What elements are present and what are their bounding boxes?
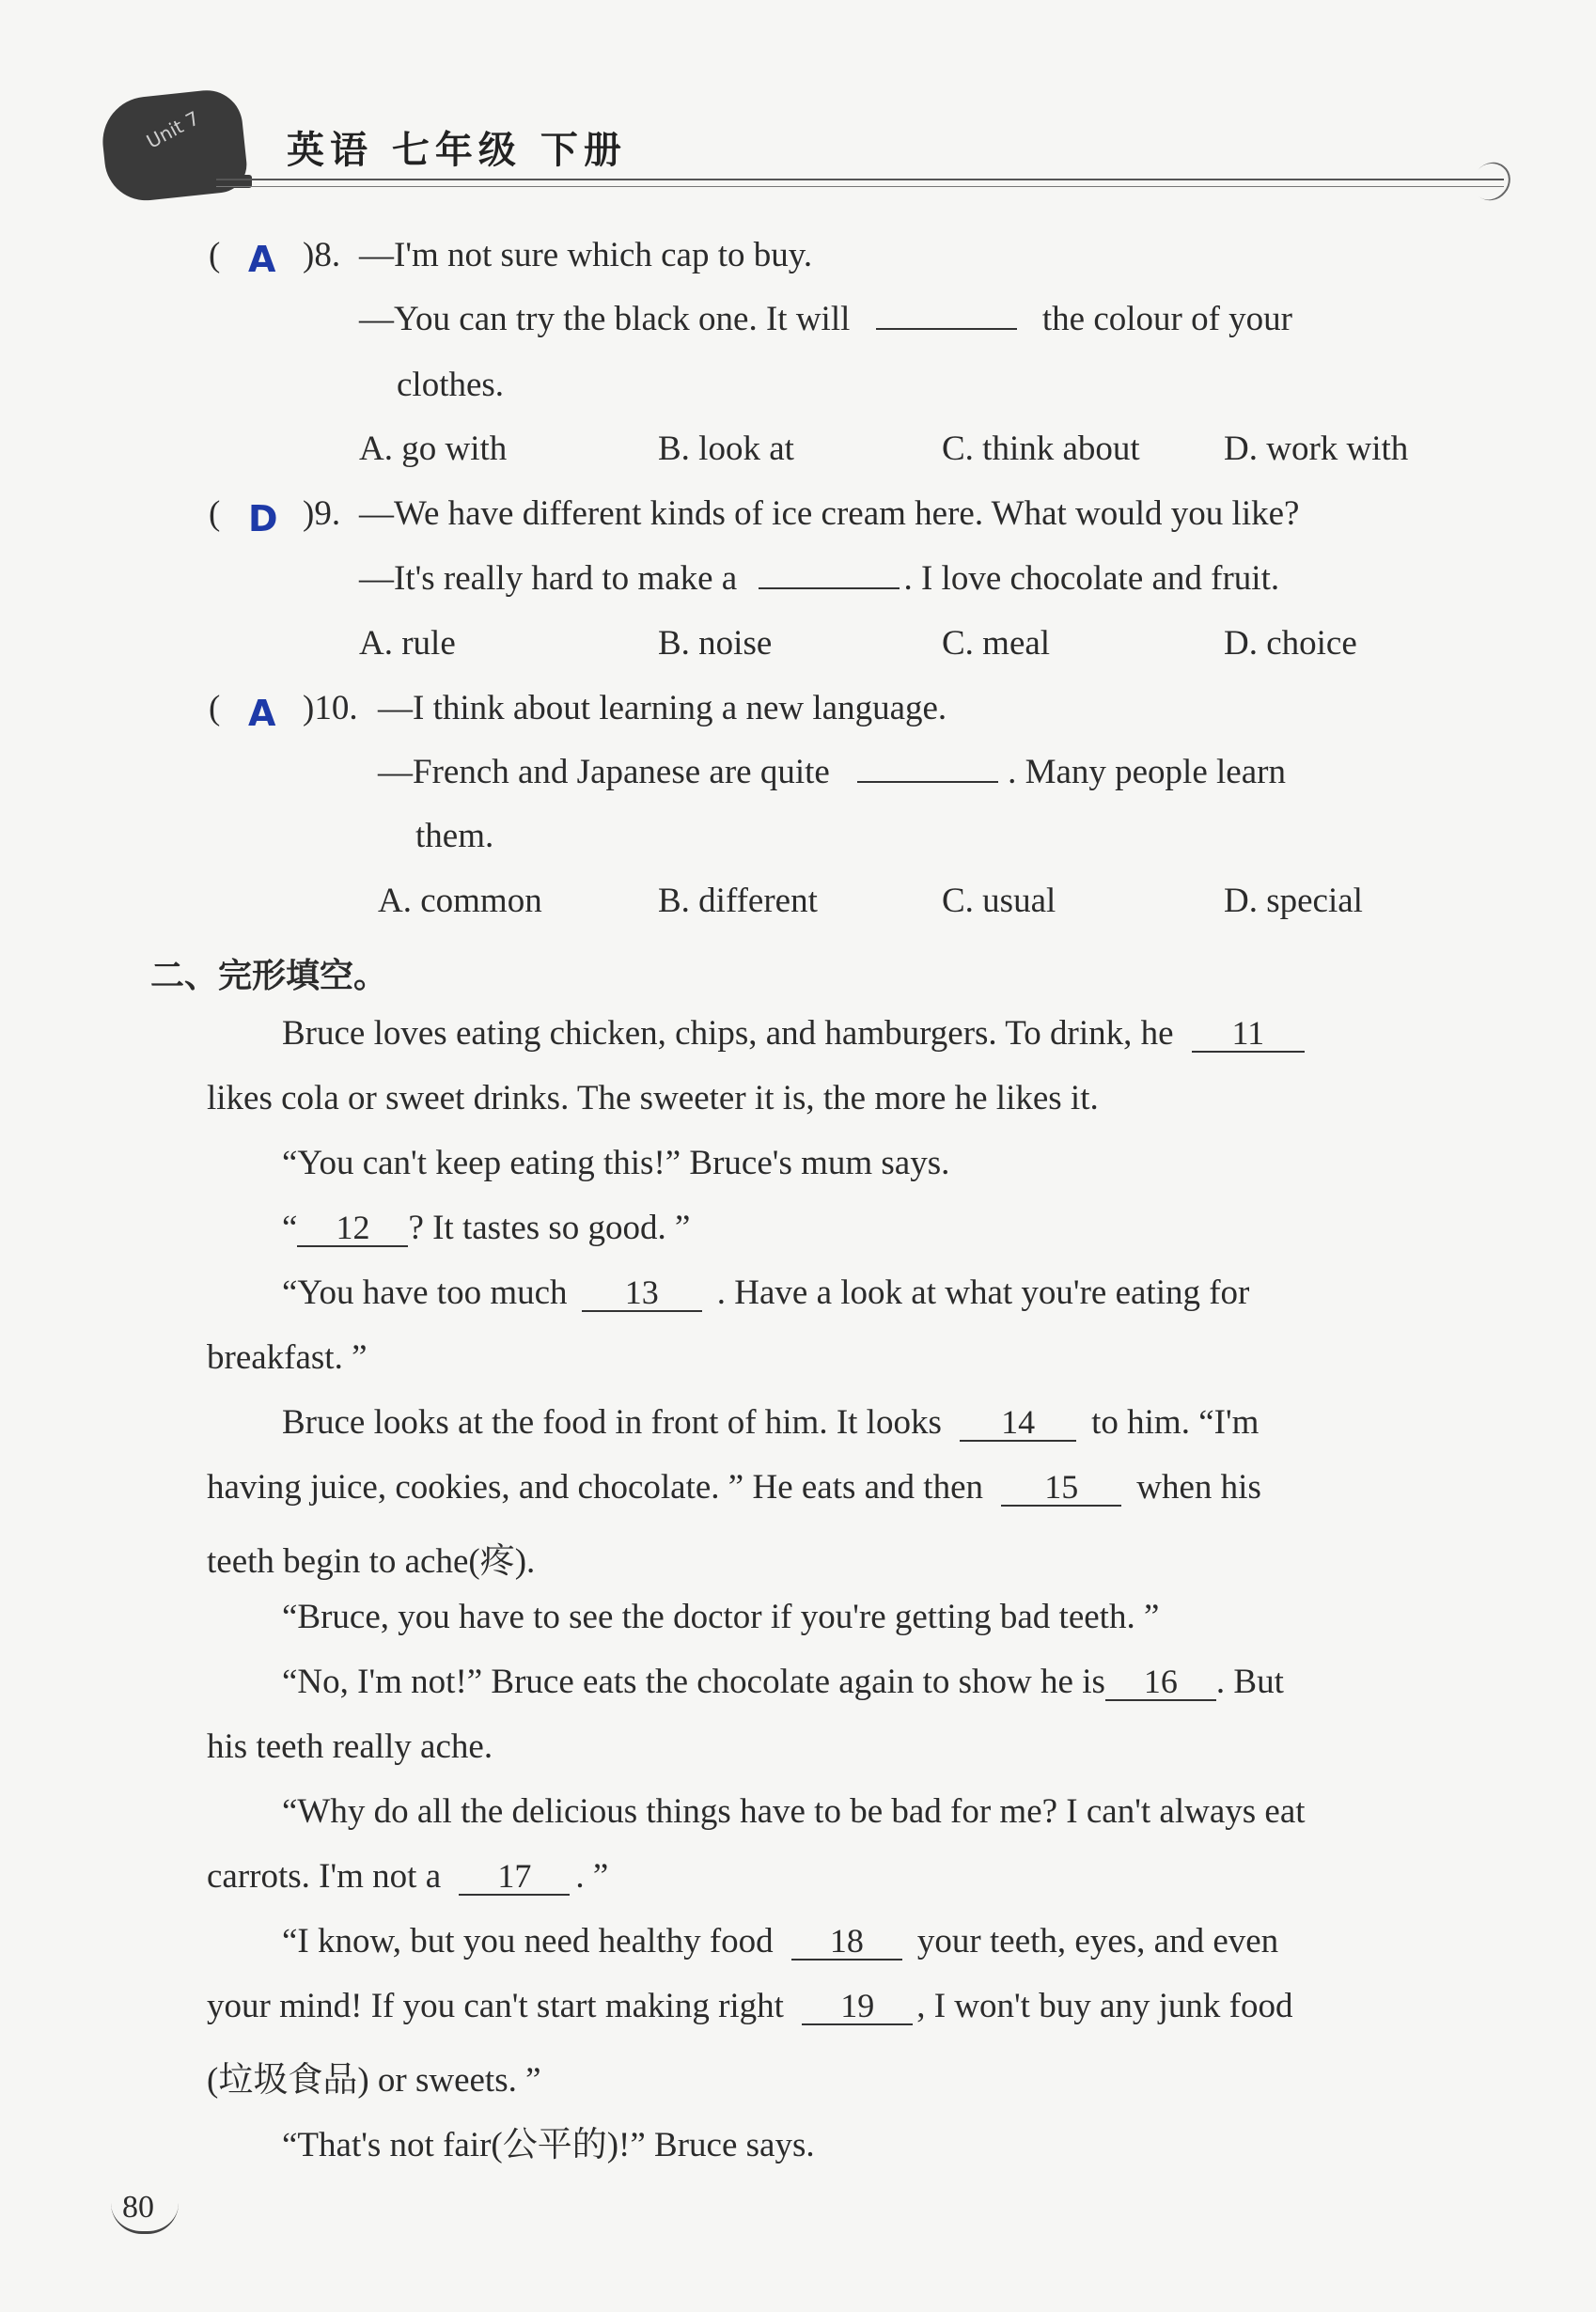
passage-text: “: [282, 1209, 298, 1247]
header-rule-thin: [216, 186, 1504, 187]
passage-line: [282, 1273, 1249, 1313]
passage-text: “No, I'm not!” Bruce eats the chocolate again to show he is: [282, 1663, 1105, 1701]
question-text: —You can try the black one. It will: [359, 300, 851, 338]
option-b: B. look at: [658, 430, 794, 468]
passage-text: to him. “I'm: [1091, 1403, 1260, 1442]
passage-line: “Bruce, you have to see the doctor if you're getting bad teeth. ”: [282, 1598, 1160, 1636]
passage-line: breakfast. ”: [207, 1338, 368, 1377]
leaf-curl-icon: [1465, 155, 1518, 209]
passage-line: (垃圾食品) or sweets. ”: [207, 2061, 541, 2100]
blank-18: 18: [791, 1923, 902, 1961]
question-text: the colour of your: [1041, 300, 1292, 338]
header-rule: [216, 179, 1504, 180]
passage-text: . But: [1215, 1663, 1284, 1701]
passage-line: likes cola or sweet drinks. The sweeter it is, the more he likes it.: [207, 1079, 1099, 1117]
blank-19: 19: [802, 1988, 913, 2025]
page-number-arc: [111, 2203, 179, 2234]
question-line: —I'm not sure which cap to buy.: [359, 236, 813, 274]
question-line: them.: [415, 817, 494, 855]
option-a: A. go with: [359, 430, 508, 468]
question-line: —We have different kinds of ice cream here. What would you like?: [359, 494, 1300, 533]
option-c: C. think about: [942, 430, 1140, 468]
option-d: D. special: [1224, 882, 1363, 920]
passage-line: “You can't keep eating this!” Bruce's mum says.: [282, 1144, 950, 1182]
passage-text: carrots. I'm not a: [207, 1857, 442, 1896]
passage-line: [207, 1986, 1292, 2026]
question-number: )8.: [303, 236, 341, 274]
question-line: clothes.: [397, 366, 505, 404]
passage-text: Bruce loves eating chicken, chips, and hamburgers. To drink, he: [282, 1014, 1174, 1053]
page-header: [103, 85, 1513, 207]
passage-line: “That's not fair(公平的)!” Bruce says.: [282, 2126, 815, 2164]
passage-text: . ”: [575, 1857, 609, 1896]
answer-9: D: [248, 498, 278, 539]
passage-text: . Have a look at what you're eating for: [716, 1273, 1250, 1312]
question-line: [378, 752, 1286, 792]
badge-text: Unit 7: [142, 106, 203, 153]
passage-text: , I won't buy any junk food: [916, 1987, 1293, 2025]
open-paren: (: [209, 236, 221, 274]
option-c: C. meal: [942, 624, 1051, 663]
passage-line: teeth begin to ache(疼).: [207, 1542, 536, 1581]
question-line: [359, 558, 1279, 599]
question-text: —French and Japanese are quite: [378, 753, 830, 791]
section-title: 二、完形填空。: [150, 957, 388, 995]
answer-10: A: [248, 693, 276, 734]
passage-line: [207, 1856, 608, 1897]
passage-text: “I know, but you need healthy food: [282, 1922, 774, 1961]
blank-15: 15: [1001, 1469, 1121, 1507]
question-number: )9.: [303, 494, 341, 533]
option-d: D. choice: [1224, 624, 1357, 663]
header-title: 英语 七年级 下册: [287, 129, 627, 172]
blank-11: 11: [1192, 1015, 1305, 1053]
question-text: . I love chocolate and fruit.: [903, 559, 1280, 598]
answer-blank: [857, 753, 998, 783]
question-line: [359, 299, 1468, 339]
question-text: . Many people learn: [1008, 753, 1286, 791]
passage-text: having juice, cookies, and chocolate. ” He eats and then: [207, 1468, 984, 1507]
passage-text: your teeth, eyes, and even: [916, 1922, 1279, 1961]
passage-text: Bruce looks at the food in front of him. It looks: [282, 1403, 942, 1442]
question-line: —I think about learning a new language.: [378, 689, 947, 727]
passage-text: your mind! If you can't start making right: [207, 1987, 784, 2025]
passage-line: [282, 1662, 1284, 1702]
blank-16: 16: [1105, 1664, 1216, 1701]
page-number: 80: [122, 2190, 154, 2225]
option-c: C. usual: [942, 882, 1056, 920]
blank-14: 14: [960, 1404, 1076, 1442]
passage-text: “You have too much: [282, 1273, 568, 1312]
answer-8: A: [248, 239, 276, 280]
blank-13: 13: [582, 1274, 702, 1312]
passage-line: [282, 1208, 690, 1248]
open-paren: (: [209, 494, 221, 533]
option-a: A. rule: [359, 624, 456, 663]
open-paren: (: [209, 689, 221, 727]
passage-line: [282, 1402, 1259, 1443]
blank-17: 17: [459, 1858, 570, 1896]
option-b: B. different: [658, 882, 818, 920]
option-a: A. common: [378, 882, 542, 920]
question-number: )10.: [303, 689, 358, 727]
option-b: B. noise: [658, 624, 773, 663]
passage-line: his teeth really ache.: [207, 1727, 493, 1766]
passage-text: ? It tastes so good. ”: [408, 1209, 691, 1247]
answer-blank: [876, 300, 1017, 330]
blank-12: 12: [297, 1210, 408, 1247]
passage-line: [207, 1467, 1261, 1507]
answer-blank: [759, 559, 900, 589]
option-d: D. work with: [1224, 430, 1409, 468]
passage-text: when his: [1136, 1468, 1261, 1507]
passage-line: “Why do all the delicious things have to be bad for me? I can't always eat: [282, 1792, 1306, 1831]
passage-line: [282, 1921, 1278, 1961]
passage-line: [282, 1013, 1305, 1054]
question-text: —It's really hard to make a: [359, 559, 738, 598]
